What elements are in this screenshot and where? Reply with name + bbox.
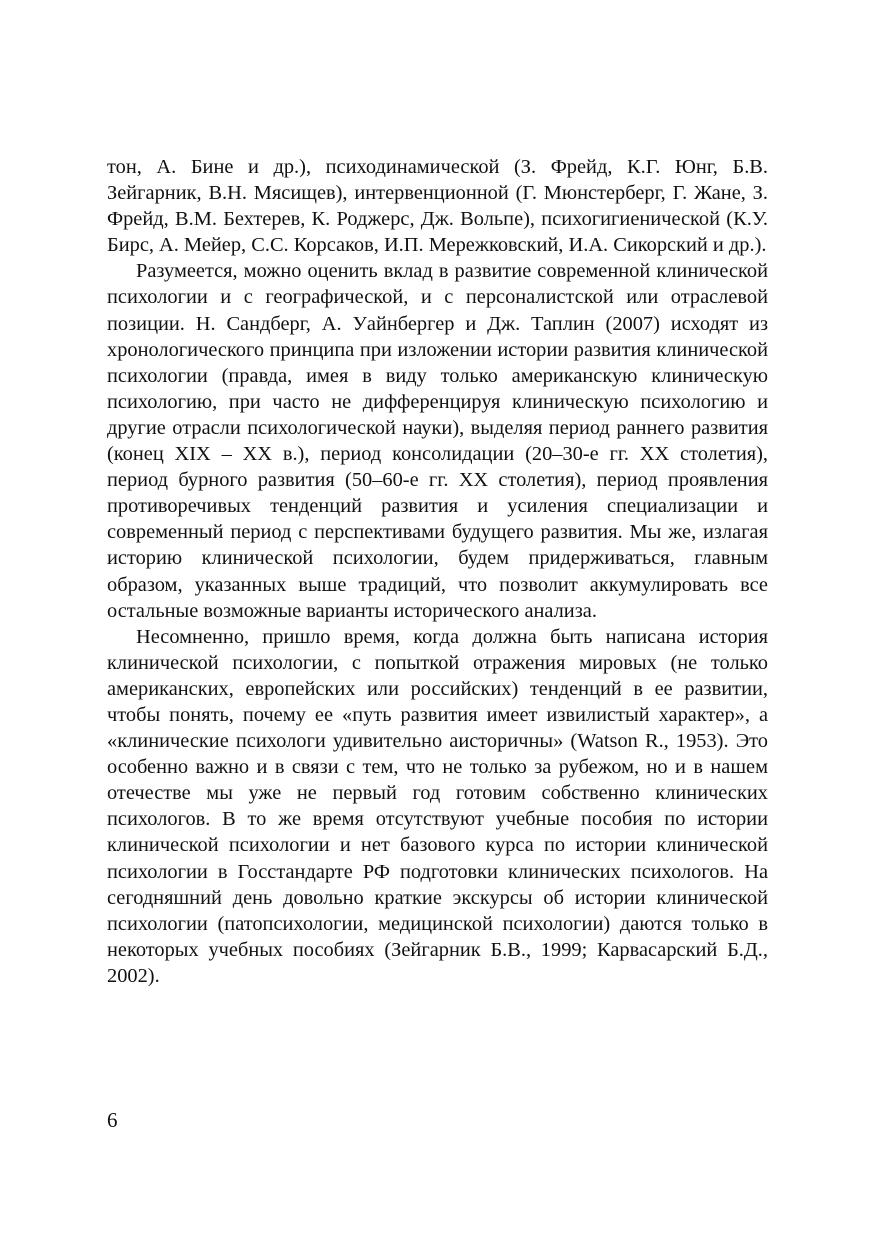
paragraph-periodization: Разумеется, можно оценить вклад в развитие современной клинической психологии и с географической, и с персоналистской или отраслевой позиции. Н. Сандберг, А. Уайнбергер и Дж. Таплин (2007) исходят из хронологического принципа при изложении истории развития клинической психологии (правда, имея в виду только американскую клиническую психологию, при часто не дифференцируя клиническую психологию и другие отрасли психологической науки), выделяя период раннего развития (конец XIX – XX в.), период консолидации (20–30-е гг. XX столетия), период бурного развития (50–60-е гг. XX столетия), период проявления противоречивых тенденций развития и усиления специализации и современный период с перспективами будущего развития. Мы же, излагая историю клинической психологии, будем придерживаться, главным образом, указанных выше традиций, что позволит аккумулировать все остальные возможные варианты исторического анализа. [107, 260, 768, 622]
page-number: 6 [107, 1108, 118, 1132]
paragraph-continuation: тон, А. Бине и др.), психодинамической (З. Фрейд, К.Г. Юнг, Б.В. Зейгарник, В.Н. Мясищев), интервенционной (Г. Мюнстерберг, Г. Жане, З. Фрейд, В.М. Бехтерев, К. Роджерс, Дж. Вольпе), психогигиенической (К.У. Бирс, А. Мейер, С.С. Корсаков, И.П. Мережковский, И.А. Сикорский и др.). [107, 156, 768, 257]
page-body-text [107, 154, 768, 989]
paragraph-history-need: Несомненно, пришло время, когда должна быть написана история клинической психологии, с попыткой отражения мировых (не только американских, европейских или российских) тенденций в ее развитии, чтобы понять, почему ее «путь развития имеет извилистый характер», а «клинические психологи удивительно аисторичны» (Watson R., 1953). Это особенно важно и в связи с тем, что не только за рубежом, но и в нашем отечестве мы уже не первый год готовим собственно клинических психологов. В то же время отсутствуют учебные пособия по истории клинической психологии и нет базового курса по истории клинической психологии в Госстандарте РФ подготовки клинических психологов. На сегодняшний день довольно краткие экскурсы об истории клинической психологии (патопсихологии, медицинской психологии) даются только в некоторых учебных пособиях (Зейгарник Б.В., 1999; Карвасарский Б.Д., 2002). [107, 625, 768, 987]
